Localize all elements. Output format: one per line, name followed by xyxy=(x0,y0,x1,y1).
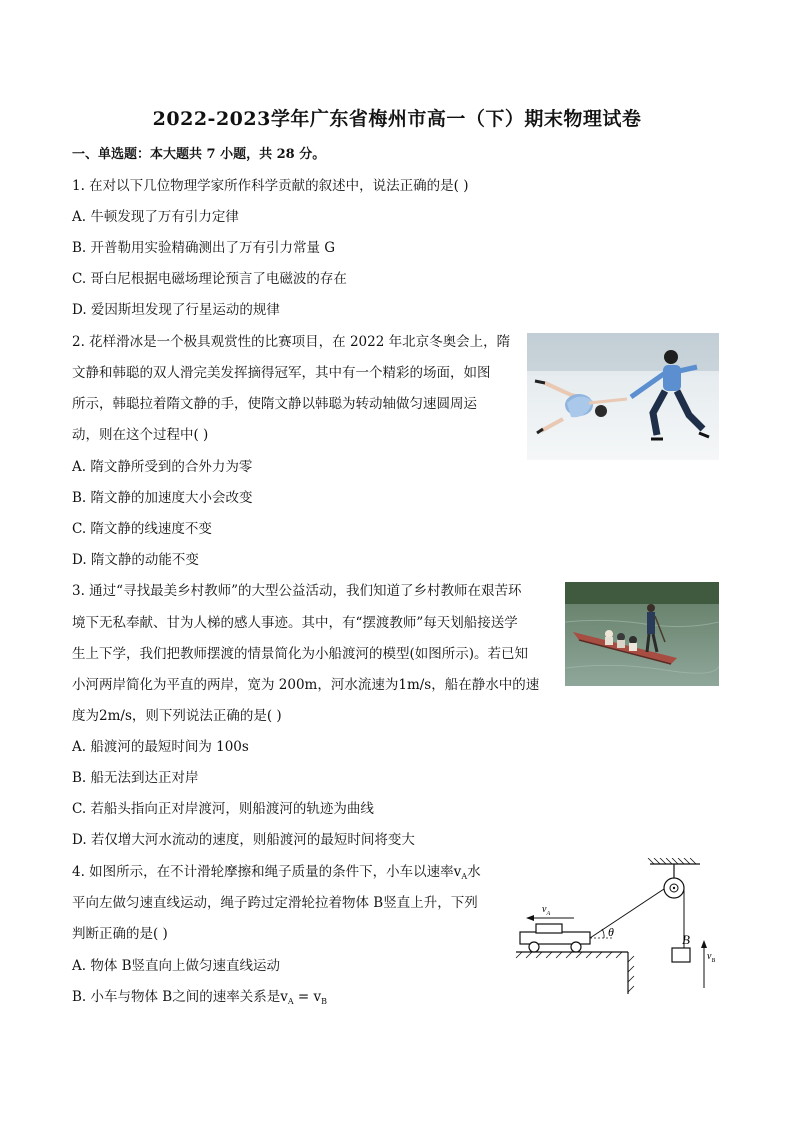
theta-label: θ xyxy=(608,925,614,939)
vb-label: $v_B$ xyxy=(707,951,716,964)
boat-photo xyxy=(565,582,719,686)
q3-option-a: A. 船渡河的最短时间为 100s xyxy=(72,739,249,755)
q3-stem-line5: 度为2m/s，则下列说法正确的是( ) xyxy=(72,708,282,724)
q2-option-d: D. 隋文静的动能不变 xyxy=(72,552,199,568)
page-title: 2022-2023学年广东省梅州市高一（下）期末物理试卷 xyxy=(152,108,642,130)
q4-stem-line1-end: 水 xyxy=(467,864,481,880)
q1-option-a: A. 牛顿发现了万有引力定律 xyxy=(72,209,239,225)
va-label: $v_A$ xyxy=(542,904,551,917)
figure-skating-photo xyxy=(527,333,719,460)
q4-option-b xyxy=(72,988,327,1011)
q1-stem: 1. 在对以下几位物理学家所作科学贡献的叙述中，说法正确的是( ) xyxy=(72,178,469,194)
q4-option-b-eq: = v xyxy=(293,989,322,1005)
pulley-diagram xyxy=(512,858,727,994)
q4-option-b-sub-b: B xyxy=(321,997,328,1006)
q4-option-b-sub-a: A xyxy=(287,997,294,1006)
q3-stem-line2: 境下无私奉献、甘为人梯的感人事迹。其中，有“摆渡教师”每天划船接送学 xyxy=(72,615,518,631)
q4-option-a: A. 物体 B竖直向上做匀速直线运动 xyxy=(72,958,281,974)
q2-option-c: C. 隋文静的线速度不变 xyxy=(72,521,212,537)
q4-va-subscript: A xyxy=(461,872,468,881)
q2-stem-line1: 2. 花样滑冰是一个极具观赏性的比赛项目，在 2022 年北京冬奥会上，隋 xyxy=(72,334,511,350)
q1-option-d: D. 爱因斯坦发现了行星运动的规律 xyxy=(72,302,280,318)
q3-option-c: C. 若船头指向正对岸渡河，则船渡河的轨迹为曲线 xyxy=(72,801,374,817)
q3-option-b: B. 船无法到达正对岸 xyxy=(72,770,199,786)
q3-stem-line4: 小河两岸简化为平直的两岸，宽为 200m，河水流速为1m/s，船在静水中的速 xyxy=(72,677,540,693)
q2-stem-line4: 动，则在这个过程中( ) xyxy=(72,427,209,443)
q3-stem-line1: 3. 通过“寻找最美乡村教师”的大型公益活动，我们知道了乡村教师在艰苦环 xyxy=(72,583,522,599)
q2-option-a: A. 隋文静所受到的合外力为零 xyxy=(72,459,253,475)
q1-option-c: C. 哥白尼根据电磁场理论预言了电磁波的存在 xyxy=(72,271,347,287)
q4-stem-line2: 平向左做匀速直线运动，绳子跨过定滑轮拉着物体 B竖直上升，下列 xyxy=(72,895,478,911)
q2-option-b: B. 隋文静的加速度大小会改变 xyxy=(72,490,253,506)
section-heading: 一、单选题：本大题共 7 小题，共 28 分。 xyxy=(72,147,326,162)
car xyxy=(520,924,590,952)
q4-stem-line1 xyxy=(72,863,481,886)
q3-option-d: D. 若仅增大河水流动的速度，则船渡河的最短时间将变大 xyxy=(72,832,415,848)
q4-stem-line1-text: 4. 如图所示，在不计滑轮摩擦和绳子质量的条件下，小车以速率v xyxy=(72,864,462,880)
q3-stem-line3: 生上下学，我们把教师摆渡的情景简化为小船渡河的模型(如图所示)。若已知 xyxy=(72,646,529,662)
block-b xyxy=(672,948,690,962)
q2-stem-line3: 所示，韩聪拉着隋文静的手，使隋文静以韩聪为转动轴做匀速圆周运 xyxy=(72,396,477,412)
q4-option-b-text: B. 小车与物体 B之间的速率关系是v xyxy=(72,989,288,1005)
q4-stem-line3: 判断正确的是( ) xyxy=(72,926,168,942)
q2-stem-line2: 文静和韩聪的双人滑完美发挥摘得冠军，其中有一个精彩的场面，如图 xyxy=(72,365,491,381)
q1-option-b: B. 开普勒用实验精确测出了万有引力常量 G xyxy=(72,240,336,256)
block-b-label: B xyxy=(682,932,690,947)
